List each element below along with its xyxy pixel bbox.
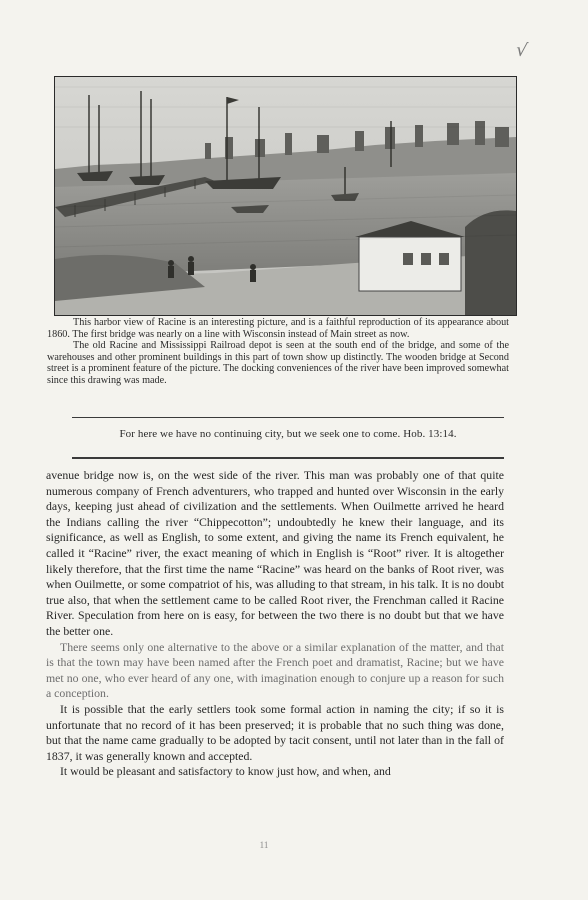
figure-caption <box>47 317 509 387</box>
body-paragraph: It would be pleasant and satisfactory to know just how, and when, and <box>60 764 391 779</box>
body-paragraph: It is possible that the early settlers took some formal action in naming the city; if so it is unfortunate that no record of it has been preserved; it is probable that no such thing was done, but that the name came gradually to be adopted by tacit consent, until not later than in the fall of 1837, it was generally known and accepted. <box>46 701 504 763</box>
body-paragraph: avenue bridge now is, on the west side of the river. This man was probably one of that quite numerous company of French adventurers, who trapped and hunted over Wisconsin in the early days, keeping just ahead of civilization and the settlements. When Ouilmette arrived he heard the Indians calling the river “Chippecotton”; undoubtedly he knew their language, and its significance, as well as English, to some extent, and giving the name its French equivalent, he called it “Racine” river, the exact meaning of which in English is “Root” river. It is altogether likely therefore, that the first time the name “Racine” was heard on the banks of Root river, was when Ouilmette, or some compatriot of his, was alluding to that stream, in his talk. It is no doubt true also, that when the settlement came to be called Root river, the Frenchman called it Racine River. Speculation from here on is easy, for between the two there is no doubt but that we have the better one. <box>46 468 504 638</box>
caption-paragraph: This harbor view of Racine is an interesting picture, and is a faithful reproduction of its appearance about 1860. The first bridge was nearly on a line with Wisconsin instead of Main street as now. <box>47 317 509 340</box>
harbor-view-illustration <box>54 76 517 316</box>
body-paragraph: There seems only one alternative to the above or a similar explanation of the matter, and that is that the town may have been named after the French poet and dramatist, Racine; but we have met no one, who ever heard of any one, with imagination enough to conjure up a reason for such a conception. <box>46 639 504 701</box>
handwritten-checkmark: √ <box>514 39 529 62</box>
scripture-motto: For here we have no continuing city, but we seek one to come. Hob. 13:14. <box>119 428 457 440</box>
harbor-engraving <box>55 77 516 315</box>
body-text <box>46 468 504 780</box>
caption-paragraph: The old Racine and Mississippi Railroad depot is seen at the south end of the bridge, and some of the warehouses and other prominent buildings in this part of town show up distinctly. The wooden bridge at Second street is a prominent feature of the picture. The docking conveniences of the river have been improved somewhat since this drawing was made. <box>47 340 509 386</box>
divider-rule <box>72 417 504 418</box>
page-number: 11 <box>259 840 269 850</box>
divider-rule <box>72 457 504 459</box>
